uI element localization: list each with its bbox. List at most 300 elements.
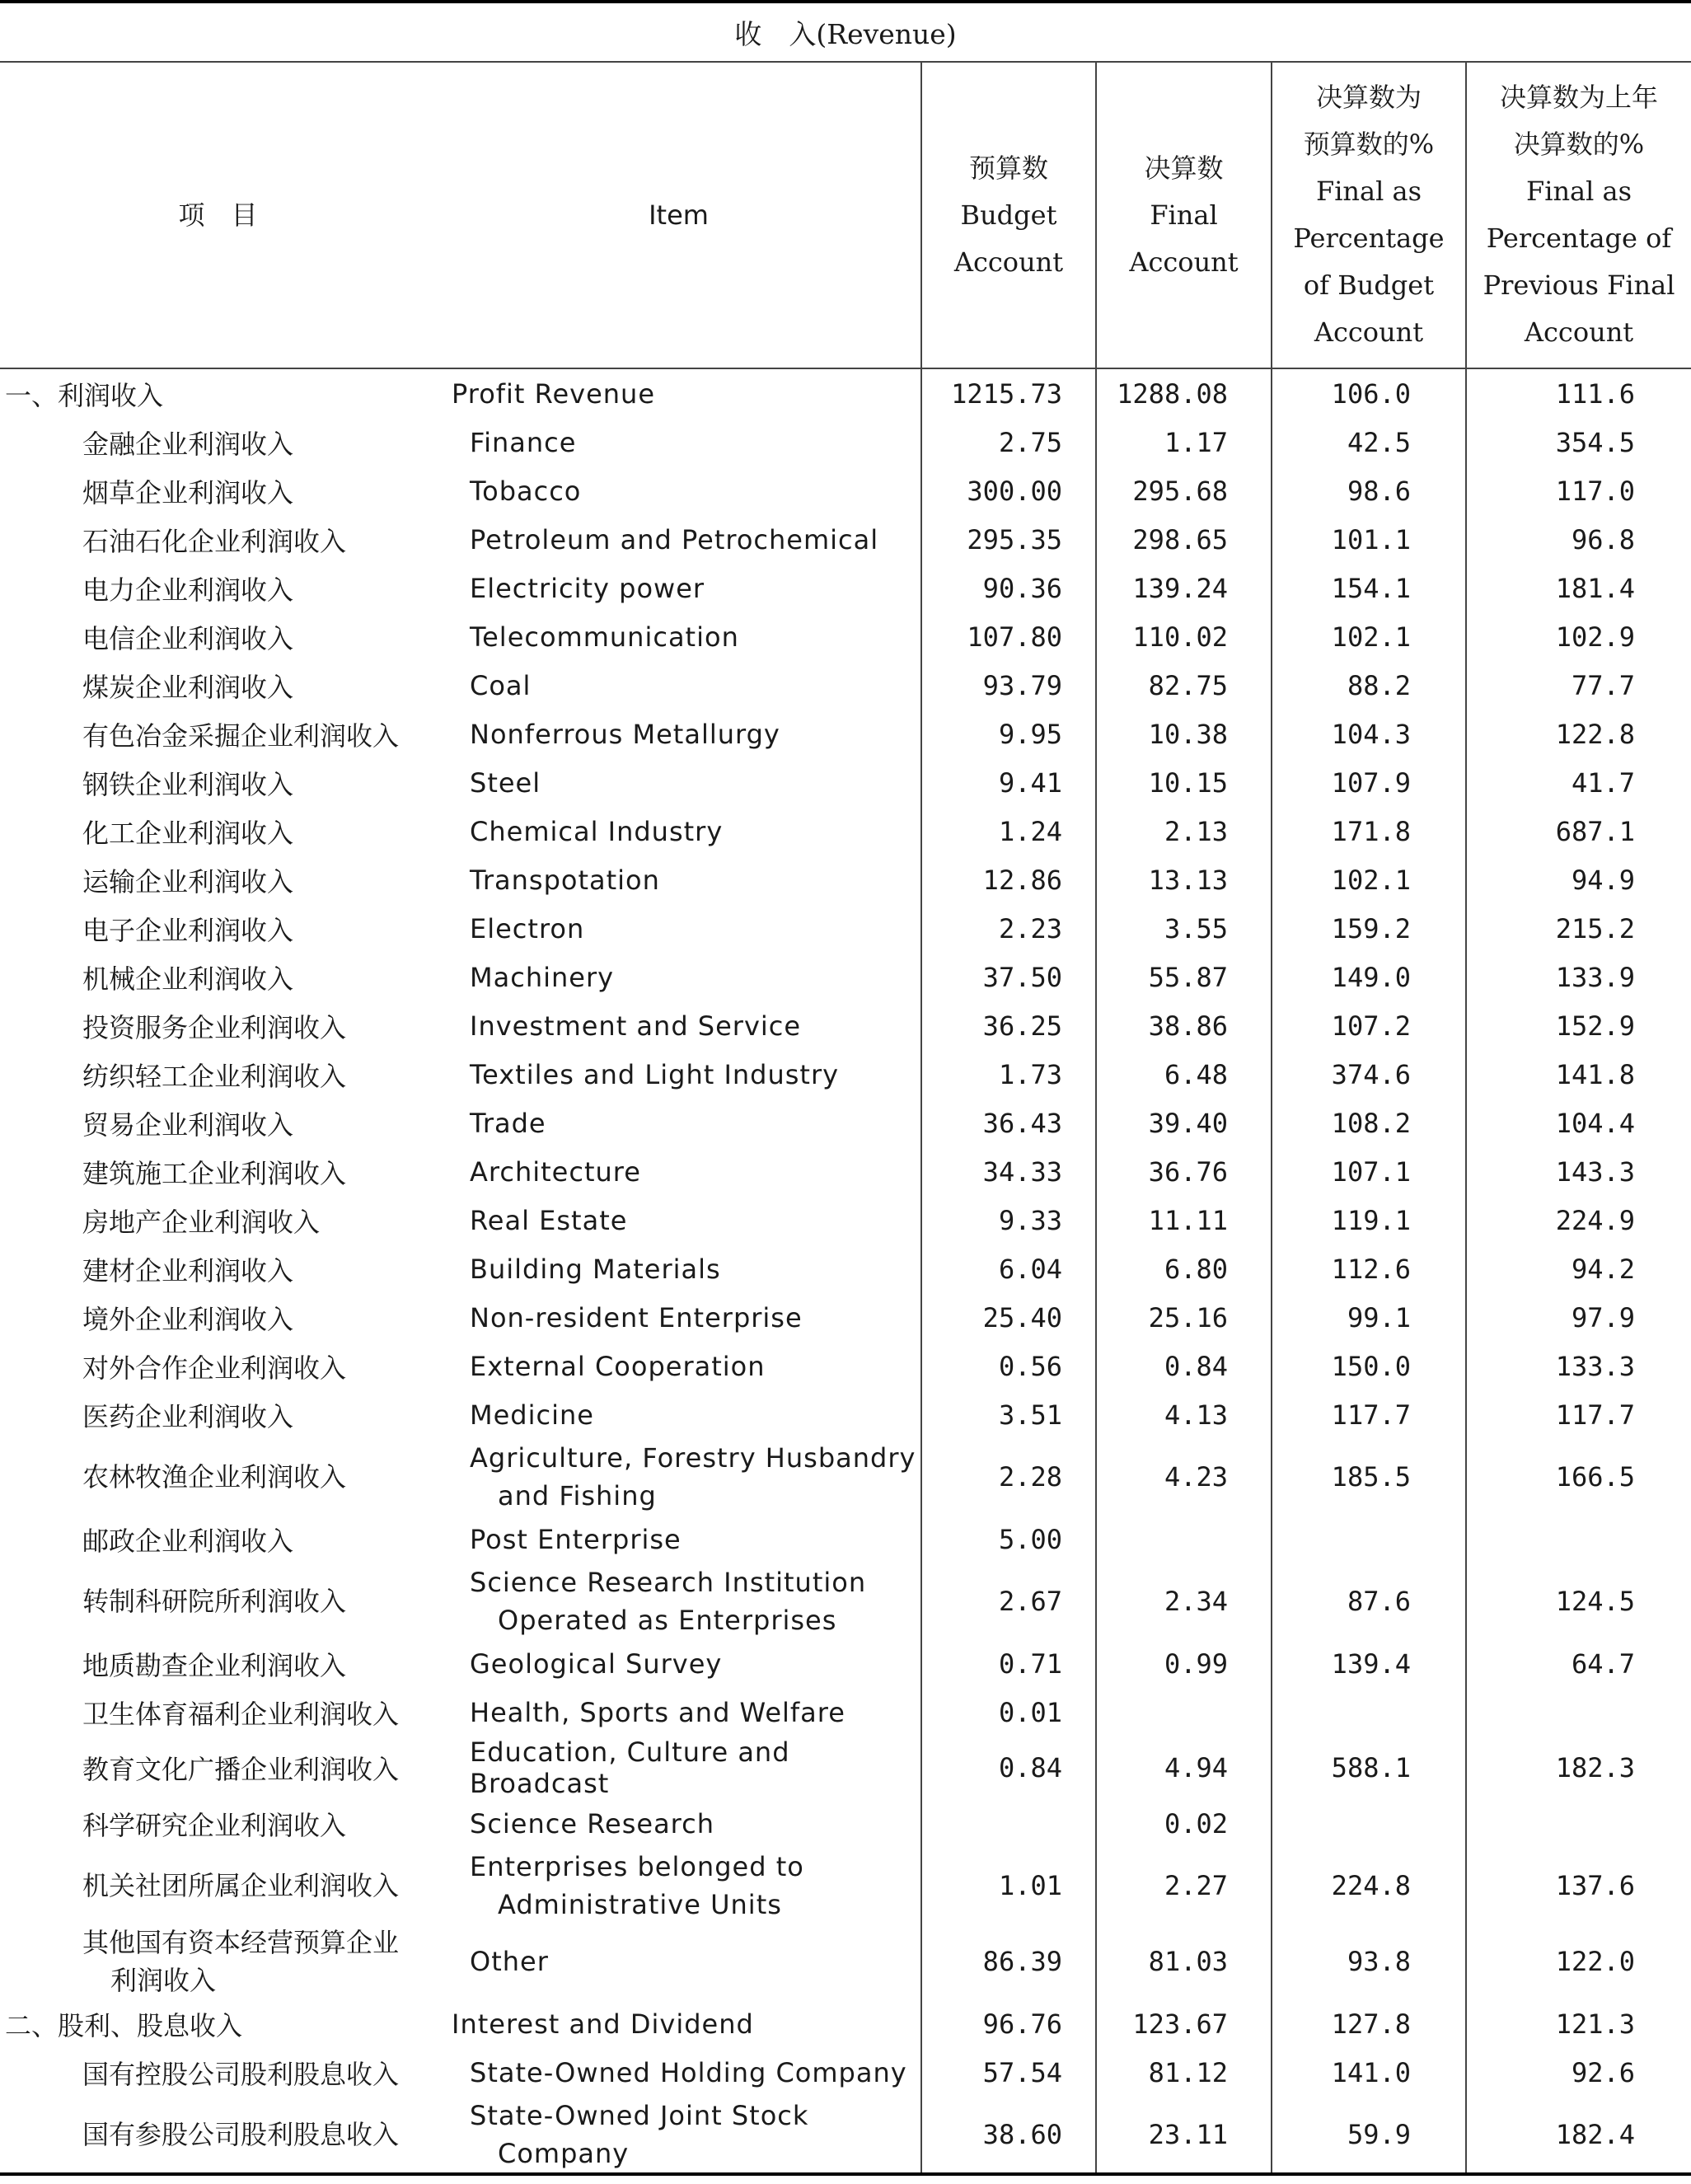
row-item-en xyxy=(437,368,921,418)
pct-prev-value: 143.3 xyxy=(1466,1147,1691,1196)
table-row xyxy=(0,2097,1691,2174)
table-row xyxy=(0,1848,1691,1924)
row-item-zh xyxy=(0,710,437,758)
final-value: 4.13 xyxy=(1096,1390,1272,1439)
row-item-zh xyxy=(0,2048,437,2097)
row-item-en xyxy=(437,758,921,807)
header-budget-line: Account xyxy=(953,246,1064,278)
row-item-en-text: Tobacco xyxy=(470,475,582,507)
table-row xyxy=(0,904,1691,953)
budget-value: 1215.73 xyxy=(921,368,1096,418)
final-value: 2.27 xyxy=(1096,1848,1272,1924)
row-item-zh xyxy=(0,368,437,418)
pct-prev-value: 64.7 xyxy=(1466,1639,1691,1688)
pct-budget-value: 107.1 xyxy=(1272,1147,1466,1196)
row-item-zh-text: 建筑施工企业利润收入 xyxy=(82,1157,347,1189)
row-item-en-text: Building Materials xyxy=(470,1253,721,1285)
header-final xyxy=(1096,62,1272,368)
row-item-en-text: State-Owned Joint Stock xyxy=(470,2100,809,2131)
header-final-pct-budget xyxy=(1272,62,1466,368)
row-item-zh xyxy=(0,1099,437,1147)
table-row xyxy=(0,1688,1691,1736)
row-item-en xyxy=(437,1924,921,1999)
row-item-zh-text: 建材企业利润收入 xyxy=(82,1254,294,1286)
row-item-en xyxy=(437,1515,921,1563)
table-row xyxy=(0,466,1691,515)
row-item-zh xyxy=(0,661,437,710)
header-pct-prev-line: Account xyxy=(1524,316,1634,348)
table-row xyxy=(0,1099,1691,1147)
budget-value: 0.56 xyxy=(921,1342,1096,1390)
pct-prev-value: 133.3 xyxy=(1466,1342,1691,1390)
pct-prev-value: 94.2 xyxy=(1466,1244,1691,1293)
row-item-zh xyxy=(0,1515,437,1563)
budget-value: 6.04 xyxy=(921,1244,1096,1293)
table-row xyxy=(0,515,1691,564)
pct-prev-value: 96.8 xyxy=(1466,515,1691,564)
final-value: 139.24 xyxy=(1096,564,1272,612)
row-item-en xyxy=(437,1001,921,1050)
budget-value: 36.43 xyxy=(921,1099,1096,1147)
row-item-zh-text: 科学研究企业利润收入 xyxy=(82,1809,347,1841)
row-item-en xyxy=(437,953,921,1001)
row-item-zh xyxy=(0,1342,437,1390)
pct-budget-value: 104.3 xyxy=(1272,710,1466,758)
final-value: 0.02 xyxy=(1096,1799,1272,1848)
pct-budget-value: 101.1 xyxy=(1272,515,1466,564)
row-item-zh xyxy=(0,1196,437,1244)
table-caption-row xyxy=(0,2,1691,62)
budget-value: 9.41 xyxy=(921,758,1096,807)
pct-budget-value: 150.0 xyxy=(1272,1342,1466,1390)
table-row xyxy=(0,710,1691,758)
table-row xyxy=(0,807,1691,855)
table-row xyxy=(0,418,1691,466)
final-value: 23.11 xyxy=(1096,2097,1272,2174)
pct-prev-value: 215.2 xyxy=(1466,904,1691,953)
row-item-zh-text: 化工企业利润收入 xyxy=(82,817,294,849)
row-item-en-text: Profit Revenue xyxy=(452,377,655,410)
pct-prev-value: 117.7 xyxy=(1466,1390,1691,1439)
row-item-zh-text: 对外合作企业利润收入 xyxy=(82,1352,347,1384)
pct-prev-value: 687.1 xyxy=(1466,807,1691,855)
row-item-en-text: Post Enterprise xyxy=(470,1523,682,1555)
pct-budget-value: 99.1 xyxy=(1272,1293,1466,1342)
pct-budget-value: 185.5 xyxy=(1272,1439,1466,1515)
pct-budget-value: 107.9 xyxy=(1272,758,1466,807)
row-item-zh xyxy=(0,515,437,564)
header-budget xyxy=(921,62,1096,368)
budget-value: 9.33 xyxy=(921,1196,1096,1244)
budget-value: 2.23 xyxy=(921,904,1096,953)
row-item-zh-text: 医药企业利润收入 xyxy=(82,1400,294,1432)
pct-prev-value: 152.9 xyxy=(1466,1001,1691,1050)
pct-budget-value: 108.2 xyxy=(1272,1099,1466,1147)
row-item-zh-text: 境外企业利润收入 xyxy=(82,1303,294,1335)
budget-value: 96.76 xyxy=(921,1999,1096,2048)
row-item-zh-text: 教育文化广播企业利润收入 xyxy=(82,1754,400,1785)
row-item-zh xyxy=(0,1563,437,1639)
pct-budget-value: 59.9 xyxy=(1272,2097,1466,2174)
pct-budget-value: 102.1 xyxy=(1272,612,1466,661)
header-pct-prev-line: Previous Final xyxy=(1483,269,1675,301)
row-item-en-text: Education, Culture and Broadcast xyxy=(470,1736,790,1799)
final-value: 6.48 xyxy=(1096,1050,1272,1099)
budget-value: 36.25 xyxy=(921,1001,1096,1050)
final-value: 81.12 xyxy=(1096,2048,1272,2097)
row-item-zh-text: 国有参股公司股利股息收入 xyxy=(82,2119,400,2150)
row-item-zh xyxy=(0,1999,437,2048)
row-item-en-text: Architecture xyxy=(470,1155,641,1188)
pct-budget-value: 112.6 xyxy=(1272,1244,1466,1293)
row-item-zh-text: 金融企业利润收入 xyxy=(82,428,294,460)
final-value: 82.75 xyxy=(1096,661,1272,710)
row-item-en-text: External Cooperation xyxy=(470,1350,766,1382)
pct-budget-value: 224.8 xyxy=(1272,1848,1466,1924)
row-item-en-text: Electron xyxy=(470,912,585,944)
budget-value: 0.71 xyxy=(921,1639,1096,1688)
pct-prev-value: 117.0 xyxy=(1466,466,1691,515)
row-item-zh-text: 电力企业利润收入 xyxy=(82,574,294,606)
budget-value: 0.01 xyxy=(921,1688,1096,1736)
final-value: 25.16 xyxy=(1096,1293,1272,1342)
pct-prev-value: 166.5 xyxy=(1466,1439,1691,1515)
header-item-zh: 项 目 xyxy=(0,62,437,368)
pct-prev-value: 181.4 xyxy=(1466,564,1691,612)
row-item-en-text-line2: Company xyxy=(498,2138,630,2169)
pct-prev-value: 97.9 xyxy=(1466,1293,1691,1342)
row-item-zh-text: 其他国有资本经营预算企业 xyxy=(82,1927,400,1958)
pct-prev-value: 182.4 xyxy=(1466,2097,1691,2174)
row-item-en-text: Steel xyxy=(470,766,541,799)
pct-budget-value: 127.8 xyxy=(1272,1999,1466,2048)
row-item-zh xyxy=(0,1736,437,1799)
final-value: 55.87 xyxy=(1096,953,1272,1001)
row-item-en-text: Science Research Institution xyxy=(470,1567,867,1598)
pct-budget-value: 117.7 xyxy=(1272,1390,1466,1439)
pct-prev-value: 122.0 xyxy=(1466,1924,1691,1999)
final-value: 1.17 xyxy=(1096,418,1272,466)
row-item-en-text: Medicine xyxy=(470,1399,594,1431)
row-item-zh-text: 二、股利、股息收入 xyxy=(5,2009,243,2041)
table-row xyxy=(0,1563,1691,1639)
pct-budget-value: 171.8 xyxy=(1272,807,1466,855)
final-value: 0.84 xyxy=(1096,1342,1272,1390)
row-item-en-text: Petroleum and Petrochemical xyxy=(470,523,879,555)
row-item-zh xyxy=(0,904,437,953)
row-item-en-text: Science Research xyxy=(470,1807,714,1840)
table-row xyxy=(0,1196,1691,1244)
final-value: 81.03 xyxy=(1096,1924,1272,1999)
table-row xyxy=(0,1999,1691,2048)
budget-value: 0.84 xyxy=(921,1736,1096,1799)
pct-budget-value: 159.2 xyxy=(1272,904,1466,953)
row-item-en xyxy=(437,1848,921,1924)
budget-value: 295.35 xyxy=(921,515,1096,564)
row-item-zh-text: 电信企业利润收入 xyxy=(82,622,294,654)
row-item-zh xyxy=(0,1848,437,1924)
budget-value: 37.50 xyxy=(921,953,1096,1001)
pct-budget-value xyxy=(1272,1515,1466,1563)
final-value: 2.34 xyxy=(1096,1563,1272,1639)
row-item-zh-text: 机关社团所属企业利润收入 xyxy=(82,1870,400,1901)
pct-budget-value: 141.0 xyxy=(1272,2048,1466,2097)
pct-prev-value: 77.7 xyxy=(1466,661,1691,710)
row-item-zh xyxy=(0,855,437,904)
final-value: 1288.08 xyxy=(1096,368,1272,418)
row-item-en xyxy=(437,1390,921,1439)
header-pct-budget-line: of Budget xyxy=(1303,269,1435,301)
header-pct-budget-line: 决算数为 xyxy=(1315,82,1422,113)
budget-value: 2.28 xyxy=(921,1439,1096,1515)
header-final-line: 决算数 xyxy=(1144,152,1224,184)
row-item-zh-text: 农林牧渔企业利润收入 xyxy=(82,1461,347,1493)
budget-value: 86.39 xyxy=(921,1924,1096,1999)
table-row xyxy=(0,1736,1691,1799)
row-item-en xyxy=(437,2048,921,2097)
pct-prev-value: 354.5 xyxy=(1466,418,1691,466)
row-item-en xyxy=(437,466,921,515)
budget-value: 3.51 xyxy=(921,1390,1096,1439)
row-item-en-text: Finance xyxy=(470,426,577,458)
row-item-zh xyxy=(0,1390,437,1439)
row-item-en xyxy=(437,418,921,466)
row-item-zh xyxy=(0,953,437,1001)
row-item-zh-text: 卫生体育福利企业利润收入 xyxy=(82,1698,400,1730)
final-value: 10.15 xyxy=(1096,758,1272,807)
row-item-zh-text: 钢铁企业利润收入 xyxy=(82,768,294,800)
row-item-zh xyxy=(0,1639,437,1688)
pct-budget-value xyxy=(1272,1799,1466,1848)
row-item-en xyxy=(437,1639,921,1688)
pct-budget-value xyxy=(1272,1688,1466,1736)
final-value: 39.40 xyxy=(1096,1099,1272,1147)
budget-value: 2.67 xyxy=(921,1563,1096,1639)
row-item-zh-text: 一、利润收入 xyxy=(5,379,164,411)
table-row xyxy=(0,855,1691,904)
table-row xyxy=(0,612,1691,661)
budget-value: 1.01 xyxy=(921,1848,1096,1924)
header-pct-prev-line: 决算数为上年 xyxy=(1500,82,1659,113)
budget-value: 38.60 xyxy=(921,2097,1096,2174)
row-item-en-text: Non-resident Enterprise xyxy=(470,1301,803,1333)
header-pct-budget-line: Percentage xyxy=(1293,223,1445,254)
row-item-zh-text: 煤炭企业利润收入 xyxy=(82,671,294,703)
row-item-zh xyxy=(0,1001,437,1050)
row-item-en xyxy=(437,2097,921,2174)
header-final-line: Account xyxy=(1129,246,1239,278)
row-item-en-text: Agriculture, Forestry Husbandry xyxy=(470,1442,916,1474)
row-item-en-text: Other xyxy=(470,1946,549,1977)
table-row xyxy=(0,1244,1691,1293)
row-item-zh-text: 运输企业利润收入 xyxy=(82,865,294,898)
table-row xyxy=(0,1050,1691,1099)
row-item-zh-text: 转制科研院所利润收入 xyxy=(82,1586,347,1617)
row-item-en xyxy=(437,1099,921,1147)
header-budget-line: Budget xyxy=(960,199,1057,231)
row-item-zh-text: 机械企业利润收入 xyxy=(82,963,294,995)
row-item-zh xyxy=(0,466,437,515)
row-item-zh-text: 有色冶金采掘企业利润收入 xyxy=(82,719,400,752)
table-row xyxy=(0,1639,1691,1688)
table-row xyxy=(0,1147,1691,1196)
table-row xyxy=(0,2048,1691,2097)
pct-budget-value: 102.1 xyxy=(1272,855,1466,904)
row-item-en xyxy=(437,1244,921,1293)
header-pct-prev-line: 决算数的% xyxy=(1513,129,1645,160)
table-caption: 收 入(Revenue) xyxy=(0,2,1691,62)
row-item-zh-text: 纺织轻工企业利润收入 xyxy=(82,1060,347,1092)
pct-prev-value xyxy=(1466,1799,1691,1848)
pct-budget-value: 88.2 xyxy=(1272,661,1466,710)
row-item-zh-text: 房地产企业利润收入 xyxy=(82,1206,321,1238)
row-item-en-text: Chemical Industry xyxy=(470,815,724,847)
row-item-en xyxy=(437,1799,921,1848)
final-value: 6.80 xyxy=(1096,1244,1272,1293)
budget-value: 300.00 xyxy=(921,466,1096,515)
final-value: 4.94 xyxy=(1096,1736,1272,1799)
row-item-en-text: Nonferrous Metallurgy xyxy=(470,718,780,750)
row-item-en xyxy=(437,1688,921,1736)
budget-value: 93.79 xyxy=(921,661,1096,710)
row-item-en xyxy=(437,1147,921,1196)
row-item-zh-text: 贸易企业利润收入 xyxy=(82,1108,294,1141)
row-item-zh-text: 邮政企业利润收入 xyxy=(82,1525,294,1557)
row-item-en xyxy=(437,564,921,612)
final-value: 123.67 xyxy=(1096,1999,1272,2048)
pct-budget-value: 374.6 xyxy=(1272,1050,1466,1099)
pct-prev-value: 124.5 xyxy=(1466,1563,1691,1639)
row-item-en xyxy=(437,855,921,904)
header-pct-budget-line: 预算数的% xyxy=(1303,129,1435,160)
row-item-en xyxy=(437,904,921,953)
budget-value xyxy=(921,1799,1096,1848)
table-row xyxy=(0,1924,1691,1999)
row-item-en-text-line2: Administrative Units xyxy=(498,1889,782,1920)
table-row xyxy=(0,1390,1691,1439)
table-row xyxy=(0,1799,1691,1848)
pct-prev-value: 41.7 xyxy=(1466,758,1691,807)
final-value: 110.02 xyxy=(1096,612,1272,661)
pct-prev-value xyxy=(1466,1688,1691,1736)
row-item-en-text-line2: Operated as Enterprises xyxy=(498,1605,837,1636)
table-row xyxy=(0,758,1691,807)
row-item-en xyxy=(437,1439,921,1515)
header-pct-budget-line: Account xyxy=(1314,316,1424,348)
row-item-zh-text: 电子企业利润收入 xyxy=(82,914,294,946)
row-item-en-text: Electricity power xyxy=(470,572,705,604)
row-item-en xyxy=(437,1736,921,1799)
row-item-en xyxy=(437,1563,921,1639)
row-item-en xyxy=(437,807,921,855)
budget-value: 25.40 xyxy=(921,1293,1096,1342)
final-value: 4.23 xyxy=(1096,1439,1272,1515)
row-item-en-text: Machinery xyxy=(470,961,615,993)
table-row xyxy=(0,1342,1691,1390)
row-item-zh xyxy=(0,807,437,855)
header-final-pct-prev xyxy=(1466,62,1691,368)
row-item-zh xyxy=(0,418,437,466)
row-item-en-text: Trade xyxy=(470,1107,546,1139)
row-item-en-text: Telecommunication xyxy=(470,621,739,653)
table-row xyxy=(0,368,1691,418)
final-value: 295.68 xyxy=(1096,466,1272,515)
row-item-zh xyxy=(0,612,437,661)
pct-prev-value: 102.9 xyxy=(1466,612,1691,661)
row-item-zh-text-line2: 利润收入 xyxy=(110,1965,217,1996)
pct-budget-value: 154.1 xyxy=(1272,564,1466,612)
pct-budget-value: 107.2 xyxy=(1272,1001,1466,1050)
pct-budget-value: 149.0 xyxy=(1272,953,1466,1001)
row-item-zh xyxy=(0,1147,437,1196)
row-item-en-text-line2: and Fishing xyxy=(498,1480,657,1511)
pct-prev-value: 111.6 xyxy=(1466,368,1691,418)
budget-value: 1.24 xyxy=(921,807,1096,855)
pct-prev-value: 137.6 xyxy=(1466,1848,1691,1924)
pct-prev-value: 182.3 xyxy=(1466,1736,1691,1799)
table-header-row xyxy=(0,62,1691,368)
pct-budget-value: 93.8 xyxy=(1272,1924,1466,1999)
row-item-zh-text: 烟草企业利润收入 xyxy=(82,476,294,509)
header-budget-line: 预算数 xyxy=(968,152,1048,184)
row-item-en xyxy=(437,661,921,710)
pct-prev-value: 122.8 xyxy=(1466,710,1691,758)
row-item-en xyxy=(437,515,921,564)
row-item-en-text: Health, Sports and Welfare xyxy=(470,1696,846,1728)
header-final-line: Final xyxy=(1150,199,1218,231)
pct-budget-value: 106.0 xyxy=(1272,368,1466,418)
final-value: 0.99 xyxy=(1096,1639,1272,1688)
final-value: 10.38 xyxy=(1096,710,1272,758)
header-pct-prev-line: Percentage of xyxy=(1486,223,1672,254)
final-value: 36.76 xyxy=(1096,1147,1272,1196)
budget-value: 1.73 xyxy=(921,1050,1096,1099)
pct-budget-value: 98.6 xyxy=(1272,466,1466,515)
pct-budget-value: 119.1 xyxy=(1272,1196,1466,1244)
table-row xyxy=(0,661,1691,710)
final-value: 2.13 xyxy=(1096,807,1272,855)
row-item-zh xyxy=(0,1924,437,1999)
row-item-en xyxy=(437,1999,921,2048)
row-item-en-text: Real Estate xyxy=(470,1204,628,1236)
row-item-en xyxy=(437,612,921,661)
final-value: 3.55 xyxy=(1096,904,1272,953)
row-item-zh xyxy=(0,2097,437,2174)
pct-prev-value xyxy=(1466,1515,1691,1563)
budget-value: 90.36 xyxy=(921,564,1096,612)
budget-value: 5.00 xyxy=(921,1515,1096,1563)
pct-prev-value: 133.9 xyxy=(1466,953,1691,1001)
header-pct-budget-line: Final as xyxy=(1315,176,1422,207)
budget-value: 107.80 xyxy=(921,612,1096,661)
budget-value: 9.95 xyxy=(921,710,1096,758)
budget-value: 12.86 xyxy=(921,855,1096,904)
row-item-en-text: Investment and Service xyxy=(470,1010,802,1042)
budget-value: 34.33 xyxy=(921,1147,1096,1196)
final-value xyxy=(1096,1688,1272,1736)
budget-value: 57.54 xyxy=(921,2048,1096,2097)
row-item-en xyxy=(437,1293,921,1342)
row-item-en-text: Geological Survey xyxy=(470,1647,723,1680)
row-item-en xyxy=(437,1342,921,1390)
pct-prev-value: 104.4 xyxy=(1466,1099,1691,1147)
table-row xyxy=(0,1515,1691,1563)
row-item-zh xyxy=(0,1244,437,1293)
pct-budget-value: 87.6 xyxy=(1272,1563,1466,1639)
pct-budget-value: 588.1 xyxy=(1272,1736,1466,1799)
row-item-zh xyxy=(0,1293,437,1342)
row-item-zh-text: 国有控股公司股利股息收入 xyxy=(82,2058,400,2090)
